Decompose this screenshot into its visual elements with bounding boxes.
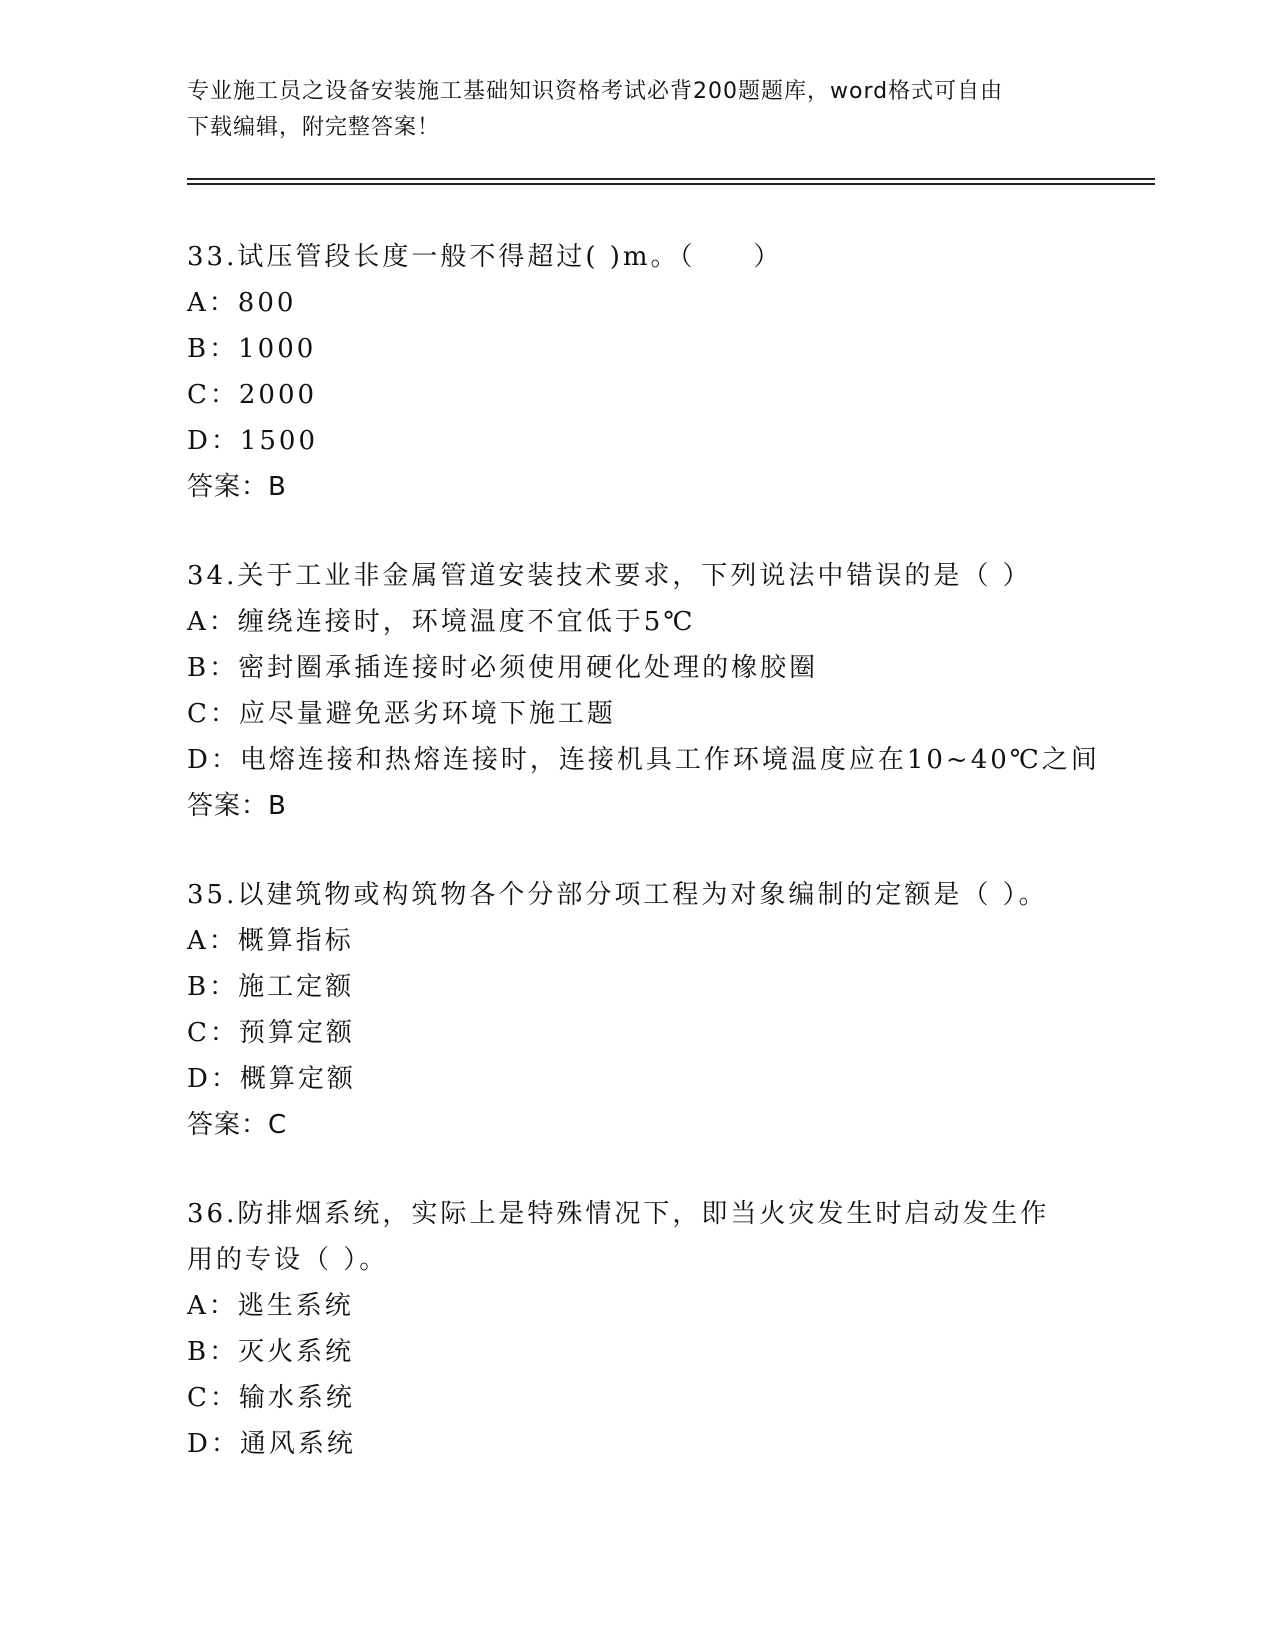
option-b: B：灭火系统 xyxy=(187,1337,355,1367)
option-d: D：1500 xyxy=(187,426,319,456)
option-c: C：应尽量避免恶劣环境下施工题 xyxy=(187,699,616,729)
answer: 答案：C xyxy=(187,1110,288,1140)
question-36 xyxy=(187,1191,1087,1467)
question-35 xyxy=(187,872,1087,1148)
option-b: B：施工定额 xyxy=(187,972,355,1002)
option-d: D：电熔连接和热熔连接时，连接机具工作环境温度应在10~40℃之间 xyxy=(187,745,1100,775)
option-c: C：输水系统 xyxy=(187,1383,355,1413)
option-a: A：概算指标 xyxy=(187,926,354,956)
option-d: D：通风系统 xyxy=(187,1429,356,1459)
question-stem: 35.以建筑物或构筑物各个分部分项工程为对象编制的定额是（ ）。 xyxy=(187,880,1048,910)
option-a: A：缠绕连接时，环境温度不宜低于5℃ xyxy=(187,607,696,637)
header-line-2: 下载编辑，附完整答案！ xyxy=(187,115,441,140)
question-stem: 34.关于工业非金属管道安装技术要求，下列说法中错误的是（ ） xyxy=(187,561,1032,591)
document-header xyxy=(187,74,1087,146)
option-b: B：1000 xyxy=(187,334,317,364)
question-34 xyxy=(187,553,1100,829)
option-d: D：概算定额 xyxy=(187,1064,356,1094)
header-divider-top xyxy=(187,178,1155,180)
option-c: C：预算定额 xyxy=(187,1018,355,1048)
option-a: A：逃生系统 xyxy=(187,1291,354,1321)
answer: 答案：B xyxy=(187,791,287,821)
answer: 答案：B xyxy=(187,472,287,502)
question-33 xyxy=(187,234,1087,510)
header-divider-bottom xyxy=(187,183,1155,185)
option-b: B：密封圈承插连接时必须使用硬化处理的橡胶圈 xyxy=(187,653,819,683)
option-a: A：800 xyxy=(187,288,297,318)
option-c: C：2000 xyxy=(187,380,318,410)
header-line-1: 专业施工员之设备安装施工基础知识资格考试必背200题题库，word格式可自由 xyxy=(187,79,1004,104)
question-stem: 33.试压管段长度一般不得超过( )m。（ ） xyxy=(187,242,783,272)
question-stem: 36.防排烟系统，实际上是特殊情况下，即当火灾发生时启动发生作用的专设（ ）。 xyxy=(187,1199,1050,1275)
